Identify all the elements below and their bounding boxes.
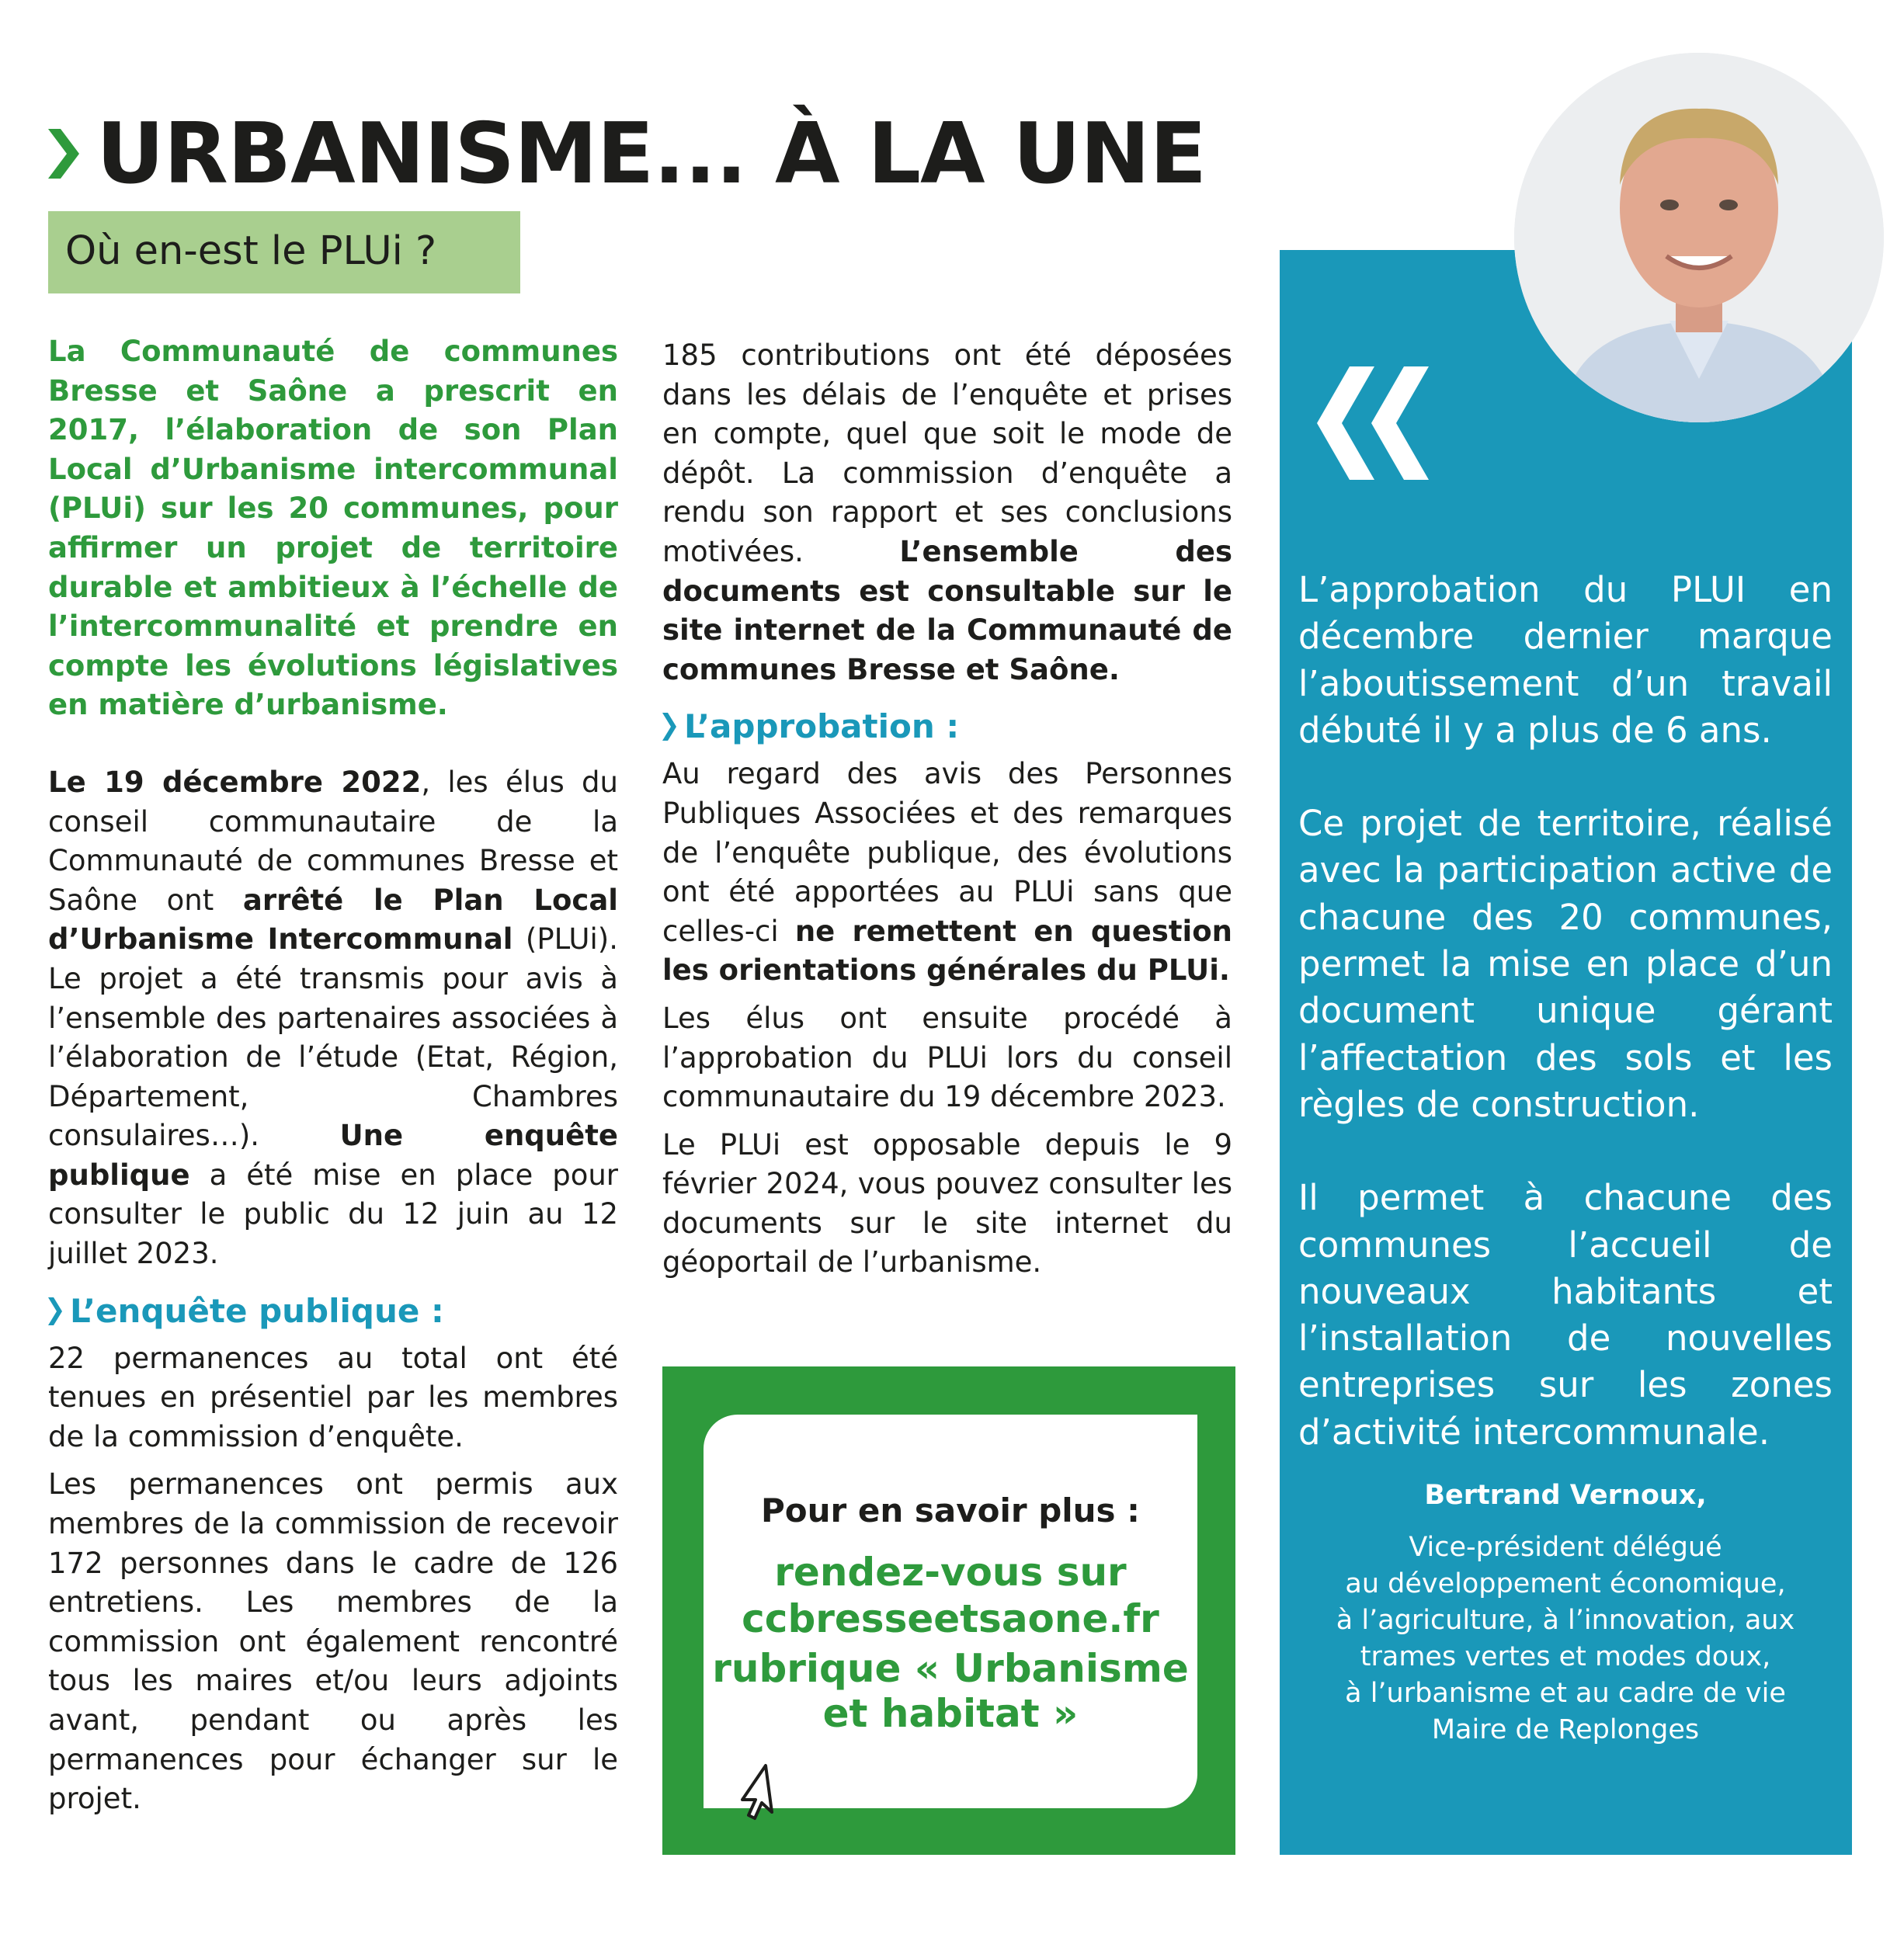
arret-paragraph [48,763,618,1274]
quote-text [1298,567,1833,1502]
text-run: , les élus du conseil communautaire de la Communauté de communes Bresse et Saône ont [48,765,618,917]
text-run: Au regard des avis des Personnes Publiques Associées et des remarques de l’enquête publique, des évolutions ont été apportées au PLUi sans que celles-ci [662,757,1232,948]
cta-rubrique-line: et habitat » [822,1691,1079,1736]
enquete-paragraph-2: Les permanences ont permis aux membres de la commission de recevoir 172 personnes dans le cadre de 126 entretiens. Les membres de la commission ont également rencontré tous les maires et/ou leurs adjoints avant, pendant ou après les permanences pour échanger sur le projet. [48,1467,618,1816]
quote-paragraph-2: Ce projet de territoire, réalisé avec la participation active de chacune des 20 communes, permet la mise en place d’un document unique gérant l’affectation des sols et les règles de construction. [1298,803,1833,1125]
quote-paragraph-1: L’approbation du PLUI en décembre dernier marque l’aboutissement d’un travail débuté il y a plus de 6 ans. [1298,569,1833,751]
enquete-paragraph-1: 22 permanences au total ont été tenues en présentiel par les membres de la commission d’enquête. [48,1341,618,1453]
portrait-illustration [1514,53,1884,422]
text-run: (PLUi). Le projet a été transmis pour avis à l’ensemble des partenaires associées à l’élaboration de l’étude (Etat, Région, Département, Chambres consulaires…). [48,922,618,1153]
bold-run: Une enquête publique [48,1119,618,1192]
signature [1289,1472,1842,1748]
bold-run: arrêté le Plan Local d’Urbanisme Intercommunal [48,883,618,957]
chevron-right-icon [662,713,676,741]
bold-run: ne remettent en question les orientations générales du PLUi. [662,914,1232,988]
approbation-paragraph-3: Le PLUi est opposable depuis le 9 février 2024, vous pouvez consulter les documents sur le site internet du géoportail de l’urbanisme. [662,1127,1232,1280]
author-role: Vice-président délégué au développement économique, à l’agriculture, à l’innovation, aux trames vertes et modes doux, à l’urbanisme et au cadre de vie Maire de Replonges [1336,1532,1795,1745]
subtitle-banner [48,211,520,293]
section-heading-text: L’enquête publique : [70,1291,444,1330]
cta-rubrique [704,1646,1197,1736]
arret-date: Le 19 décembre 2022 [48,765,422,799]
middle-column [662,336,1232,1283]
cta-line: rendez-vous sur [774,1550,1127,1595]
contributions-paragraph [662,336,1232,689]
left-column [48,332,618,1819]
intro-paragraph: La Communauté de communes Bresse et Saône a prescrit en 2017, l’élaboration de son Plan Local d’Urbanisme intercommunal (PLUi) sur les 20 communes, pour affirmer un projet de territoire durable et ambitieux à l’échelle de l’intercommunalité et prendre en compte les évolutions législatives en matière d’urbanisme. [48,335,618,722]
subtitle: Où en-est le PLUi ? [65,228,437,274]
cta-card[interactable] [704,1415,1197,1808]
section-heading-enquete [48,1290,618,1333]
chevron-right-icon [48,1297,62,1325]
portrait-photo [1514,53,1884,422]
approbation-paragraph-2: Les élus ont ensuite procédé à l’approbation du PLUi lors du conseil communautaire du 19 décembre 2023. [662,1001,1232,1114]
cta-intro: Pour en savoir plus : [761,1491,1140,1530]
section-heading-text: L’approbation : [684,707,960,746]
quote-mark-icon [1305,357,1437,489]
text-run: a été mise en place pour consulter le public du 12 juin au 12 juillet 2023. [48,1158,618,1271]
cta-website-link[interactable]: ccbresseetsaone.fr [742,1596,1159,1641]
cta-rubrique-line: rubrique « Urbanisme [712,1646,1189,1691]
quote-paragraph-3: Il permet à chacune des communes l’accueil de nouveaux habitants et l’installation de nouvelles entreprises sur les zones d’activité intercommunale. [1298,1177,1833,1453]
bold-run: L’ensemble des documents est consultable sur le site internet de la Communauté de communes Bresse et Saône. [662,534,1232,686]
approbation-paragraph-1 [662,755,1232,991]
author-name: Bertrand Vernoux, [1424,1480,1707,1511]
page-title: URBANISME... À LA UNE [96,106,1207,203]
section-heading-approbation [662,705,1232,748]
title-chevron-icon [48,129,79,179]
text-run: 185 contributions ont été déposées dans les délais de l’enquête et prises en compte, quel que soit le mode de dépôt. La commission d’enquête a rendu son rapport et ses conclusions motivées. [662,339,1232,568]
cursor-icon [736,1762,783,1832]
